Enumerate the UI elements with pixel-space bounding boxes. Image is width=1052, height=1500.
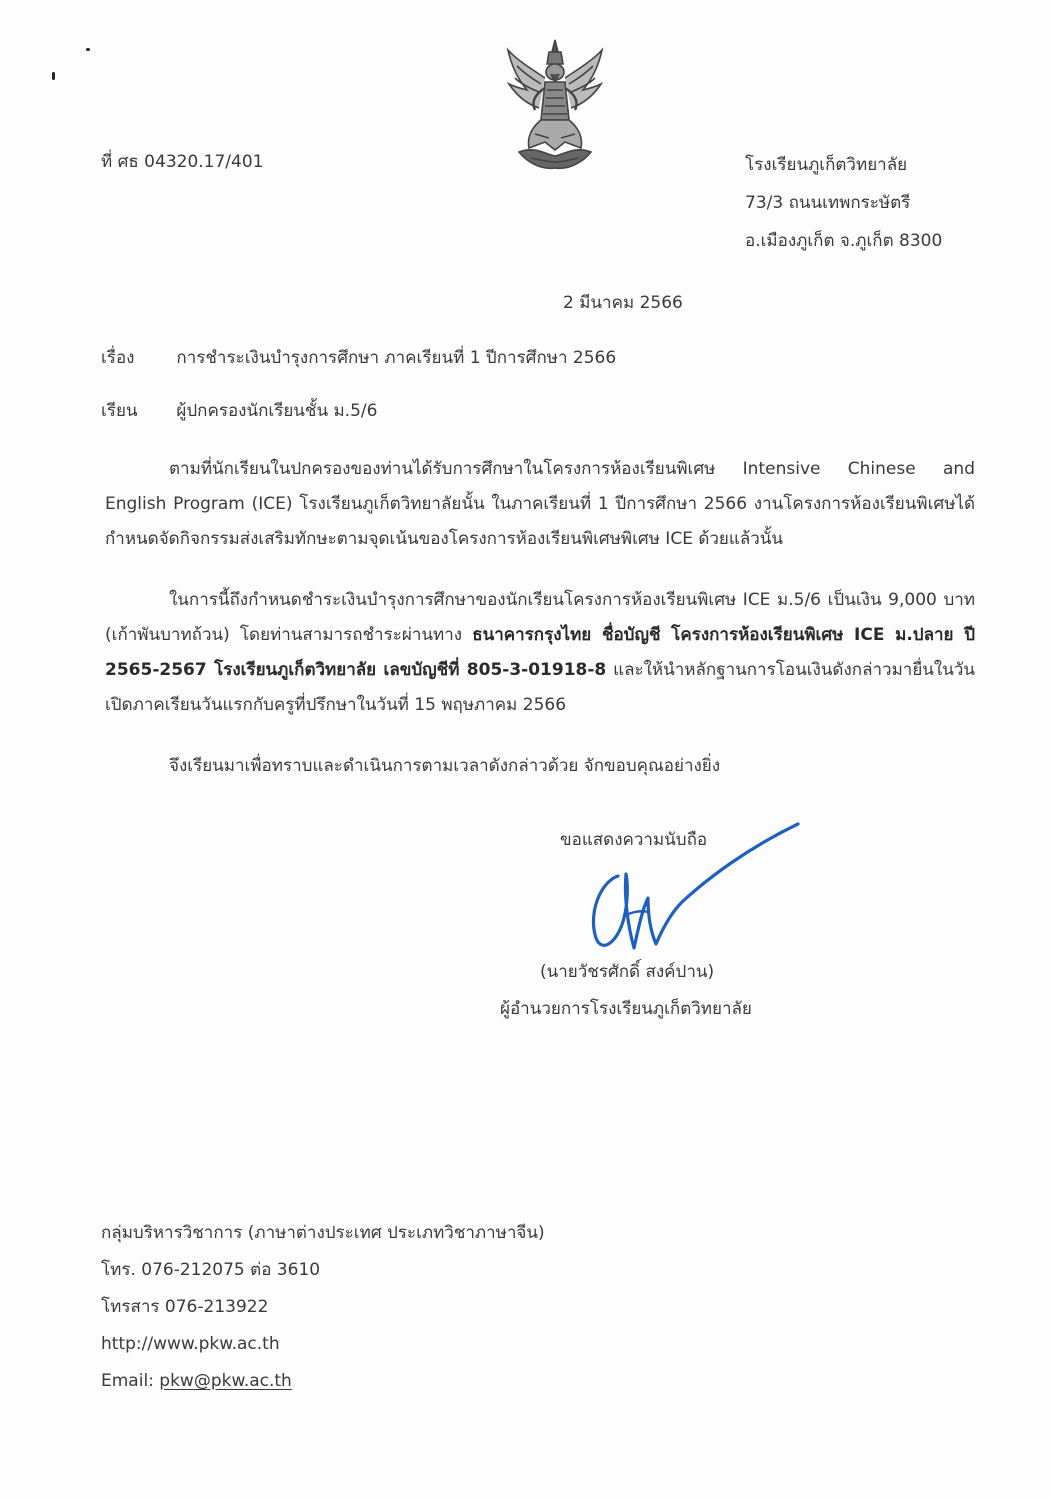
closing-salutation: ขอแสดงความนับถือ — [560, 830, 708, 850]
footer-website[interactable]: http://www.pkw.ac.th — [101, 1334, 280, 1354]
letter-date: 2 มีนาคม 2566 — [563, 293, 683, 313]
garuda-emblem-icon — [505, 38, 605, 173]
recipient-line — [101, 397, 377, 424]
recipient-label: เรียน — [101, 401, 138, 421]
footer-phone: โทร. 076-212075 ต่อ 3610 — [101, 1260, 321, 1280]
email-label: Email: — [101, 1371, 160, 1391]
body-paragraph-3 — [105, 749, 975, 784]
subject-text: การชำระเงินบำรุงการศึกษา ภาคเรียนที่ 1 ปีการศึกษา 2566 — [176, 348, 617, 368]
paragraph-3-text: จึงเรียนมาเพื่อทราบและดำเนินการตามเวลาดังกล่าวด้วย จักขอบคุณอย่างยิ่ง — [169, 756, 721, 776]
address-line-street: 73/3 ถนนเทพกระษัตรี — [745, 193, 911, 213]
sender-address — [745, 146, 942, 260]
subject-label: เรื่อง — [101, 348, 135, 368]
paragraph-2-text-start: ในการนี้ถึงกำหนดชำระเงินบำรุงการศึกษาของนักเรียนโครงการห้องเรียนพิเศษ ICE ม.5/6 เป็นเงิน 9,000 บาท (เก้าพันบาทถ้วน) โดยท่านสามารถชำระผ่านทาง — [105, 590, 975, 645]
footer-email-line — [101, 1363, 545, 1400]
subject-line — [101, 344, 616, 371]
footer-fax: โทรสาร 076-213922 — [101, 1297, 269, 1317]
body-paragraph-2 — [105, 583, 975, 723]
body-paragraph-1 — [105, 452, 975, 557]
email-link[interactable]: pkw@pkw.ac.th — [159, 1371, 292, 1391]
recipient-text: ผู้ปกครองนักเรียนชั้น ม.5/6 — [176, 401, 378, 421]
scan-speck — [86, 48, 90, 51]
footer-department: กลุ่มบริหารวิชาการ (ภาษาต่างประเทศ ประเภทวิชาภาษาจีน) — [101, 1223, 545, 1243]
address-line-city: อ.เมืองภูเก็ต จ.ภูเก็ต 8300 — [745, 231, 943, 251]
signer-name: (นายวัชรศักดิ์ สงค์ปาน) — [540, 962, 715, 982]
paragraph-2-text-end: และให้นำหลักฐานการโอนเงินดังกล่าวมายื่นในวันเปิดภาคเรียนวันแรกกับครูที่ปรึกษาในวันที่ 15 พฤษภาคม 2566 — [105, 660, 975, 715]
letter-footer — [101, 1215, 545, 1400]
address-line-school: โรงเรียนภูเก็ตวิทยาลัย — [745, 155, 908, 175]
reference-number: ที่ ศธ 04320.17/401 — [101, 152, 264, 172]
bank-account-details: ธนาคารกรุงไทย ชื่อบัญชี โครงการห้องเรียนพิเศษ ICE ม.ปลาย ปี 2565-2567 โรงเรียนภูเก็ตวิทยาลัย เลขบัญชีที่ 805-3-01918-8 — [105, 625, 975, 680]
paragraph-1-text: ตามที่นักเรียนในปกครองของท่านได้รับการศึกษาในโครงการห้องเรียนพิเศษ Intensive Chinese and English Program (ICE) โรงเรียนภูเก็ตวิทยาลัยนั้น ในภาคเรียนที่ 1 ปีการศึกษา 2566 งานโครงการห้องเรียนพิเศษได้กำหนดจัดกิจกรรมส่งเสริมทักษะตามจุดเน้นของโครงการห้องเรียนพิเศษพิเศษ ICE ด้วยแล้วนั้น — [105, 459, 975, 549]
signer-title: ผู้อำนวยการโรงเรียนภูเก็ตวิทยาลัย — [500, 999, 752, 1019]
handwritten-signature — [578, 818, 803, 958]
scan-speck — [52, 72, 55, 80]
